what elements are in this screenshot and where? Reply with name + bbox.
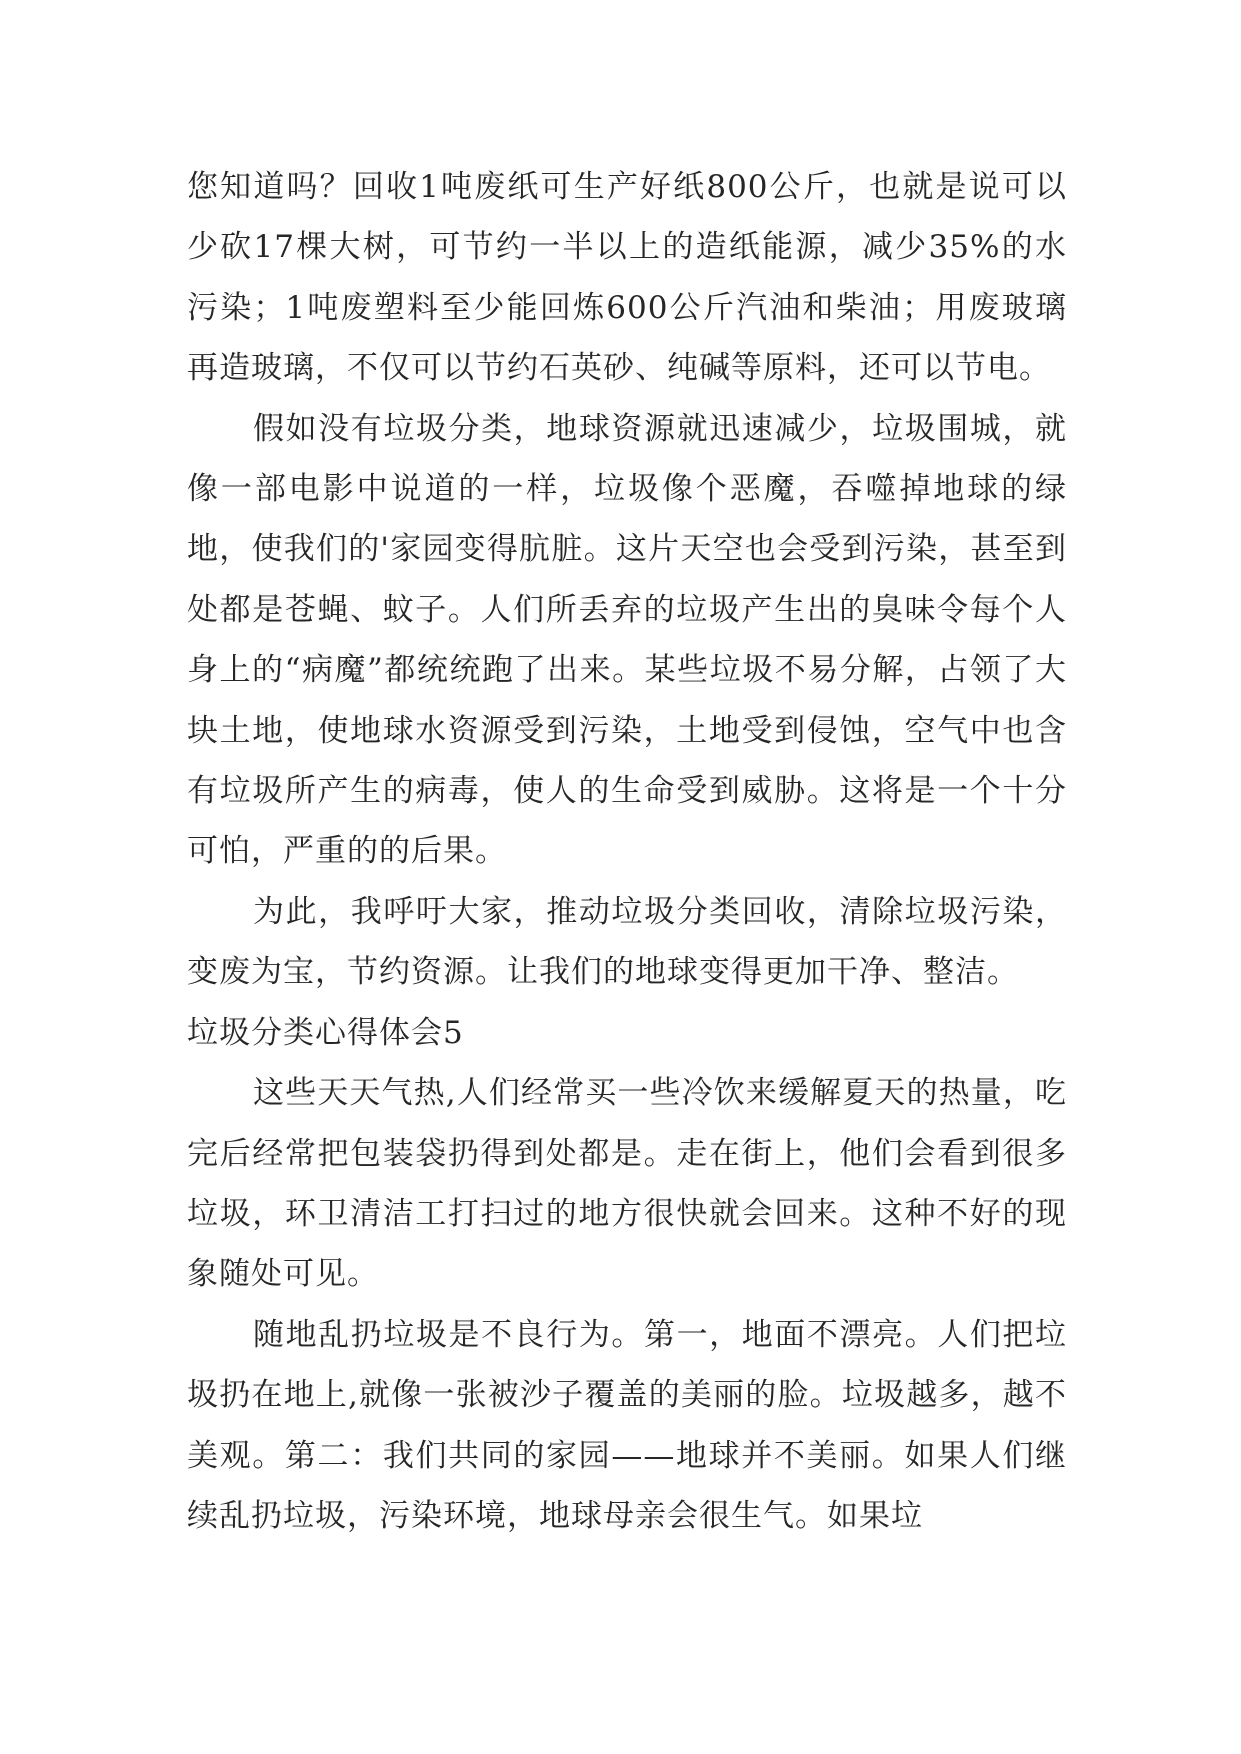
paragraph-call-to-action: 为此，我呼吁大家，推动垃圾分类回收，清除垃圾污染，变废为宝，节约资源。让我们的地球变得更加干净、整洁。 xyxy=(187,893,1067,991)
paragraph-recycling-facts: 您知道吗？回收1吨废纸可生产好纸800公斤，也就是说可以少砍17棵大树，可节约一半以上的造纸能源，减少35%的水污染；1吨废塑料至少能回炼600公斤汽油和柴油；用废玻璃再造玻璃，不仅可以节约石英砂、纯碱等原料，还可以节电。 xyxy=(187,169,1067,387)
paragraph-without-sorting: 假如没有垃圾分类，地球资源就迅速减少，垃圾围城，就像一部电影中说道的一样，垃圾像个恶魔，吞噬掉地球的绿地，使我们的'家园变得肮脏。这片天空也会受到污染，甚至到处都是苍蝇、蚊子。人们所丢弃的垃圾产生出的臭味令每个人身上的“病魔”都统统跑了出来。某些垃圾不易分解，占领了大块土地，使地球水资源受到污染，土地受到侵蚀，空气中也含有垃圾所产生的病毒，使人的生命受到威胁。这将是一个十分可怕，严重的的后果。 xyxy=(187,410,1067,870)
section-heading: 垃圾分类心得体会5 xyxy=(187,1014,464,1051)
document-body xyxy=(187,157,1067,1546)
paragraph-summer-litter: 这些天天气热,人们经常买一些冷饮来缓解夏天的热量，吃完后经常把包装袋扔得到处都是。走在街上，他们会看到很多垃圾，环卫清洁工打扫过的地方很快就会回来。这种不好的现象随处可见。 xyxy=(187,1075,1067,1293)
paragraph-littering-harm: 随地乱扔垃圾是不良行为。第一，地面不漂亮。人们把垃圾扔在地上,就像一张被沙子覆盖的美丽的脸。垃圾越多，越不美观。第二：我们共同的家园——地球并不美丽。如果人们继续乱扔垃圾，污染环境，地球母亲会很生气。如果垃 xyxy=(187,1316,1067,1534)
